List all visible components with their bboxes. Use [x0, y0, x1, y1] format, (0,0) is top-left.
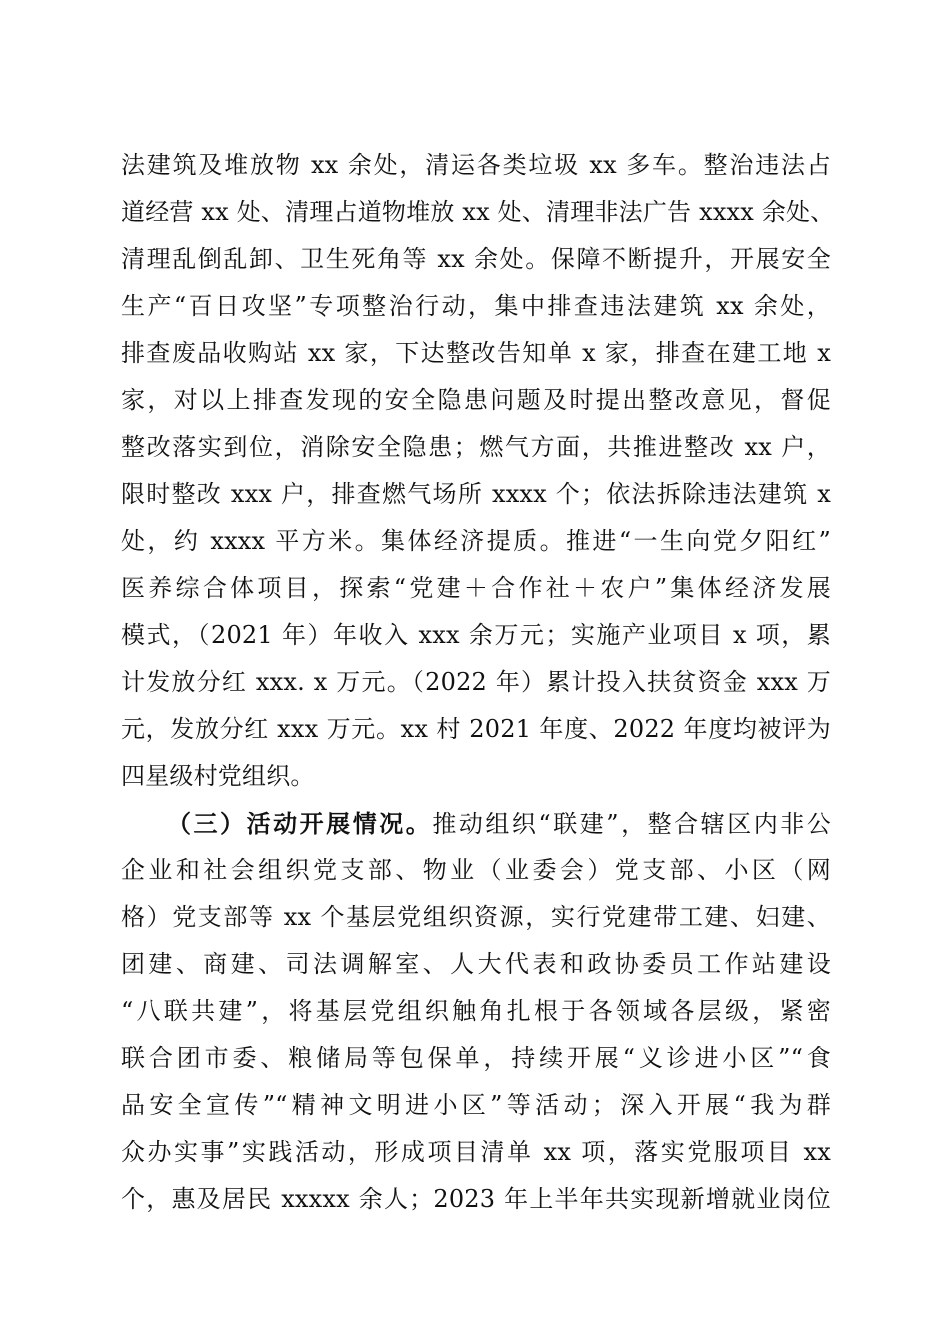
body-line: 格）党支部等 xx 个基层党组织资源，实行党建带工建、妇建、 [121, 903, 831, 931]
body-line: 家，对以上排查发现的安全隐患问题及时提出整改意见，督促 [121, 386, 831, 414]
body-line: 四星级村党组织。 [121, 762, 315, 790]
body-line: 众办实事”实践活动，形成项目清单 xx 项，落实党服项目 xx [121, 1138, 831, 1166]
body-line: 元，发放分红 xxx 万元。xx 村 2021 年度、2022 年度均被评为 [121, 715, 831, 743]
body-line: 模式，（2021 年）年收入 xxx 余万元；实施产业项目 x 项，累 [121, 621, 831, 649]
body-line: 计发放分红 xxx. x 万元。（2022 年）累计投入扶贫资金 xxx 万 [121, 668, 831, 696]
body-line: 医养综合体项目，探索“党建＋合作社＋农户”集体经济发展 [121, 574, 831, 602]
body-line: 联合团市委、粮储局等包保单，持续开展“义诊进小区”“食 [121, 1044, 831, 1072]
body-line: 个，惠及居民 xxxxx 余人；2023 年上半年共实现新增就业岗位 [121, 1185, 831, 1213]
body-line: 道经营 xx 处、清理占道物堆放 xx 处、清理非法广告 xxxx 余处、 [121, 198, 835, 226]
body-line: 法建筑及堆放物 xx 余处，清运各类垃圾 xx 多车。整治违法占 [121, 151, 831, 179]
body-line: 清理乱倒乱卸、卫生死角等 xx 余处。保障不断提升，开展安全 [121, 245, 831, 273]
body-line: 企业和社会组织党支部、物业（业委会）党支部、小区（网 [121, 856, 831, 884]
section-3-first-line [121, 800, 831, 847]
document-body [121, 142, 835, 1223]
body-line: 生产“百日攻坚”专项整治行动，集中排查违法建筑 xx 余处， [121, 292, 831, 320]
body-line: 品安全宣传”“精神文明进小区”等活动；深入开展“我为群 [121, 1091, 831, 1119]
body-line: “八联共建”，将基层党组织触角扎根于各领域各层级，紧密 [121, 997, 831, 1025]
body-line: 处，约 xxxx 平方米。集体经济提质。推进“一生向党夕阳红” [121, 527, 831, 555]
section-3-first-line-text: 推动组织“联建”，整合辖区内非公 [432, 810, 832, 838]
section-3-heading: （三）活动开展情况。 [167, 809, 433, 838]
body-line: 排查废品收购站 xx 家，下达整改告知单 x 家，排查在建工地 x [121, 339, 831, 367]
body-line: 整改落实到位，消除安全隐患；燃气方面，共推进整改 xx 户， [121, 433, 831, 461]
body-line: 限时整改 xxx 户，排查燃气场所 xxxx 个；依法拆除违法建筑 x [121, 480, 831, 508]
body-line: 团建、商建、司法调解室、人大代表和政协委员工作站建设 [121, 950, 831, 978]
